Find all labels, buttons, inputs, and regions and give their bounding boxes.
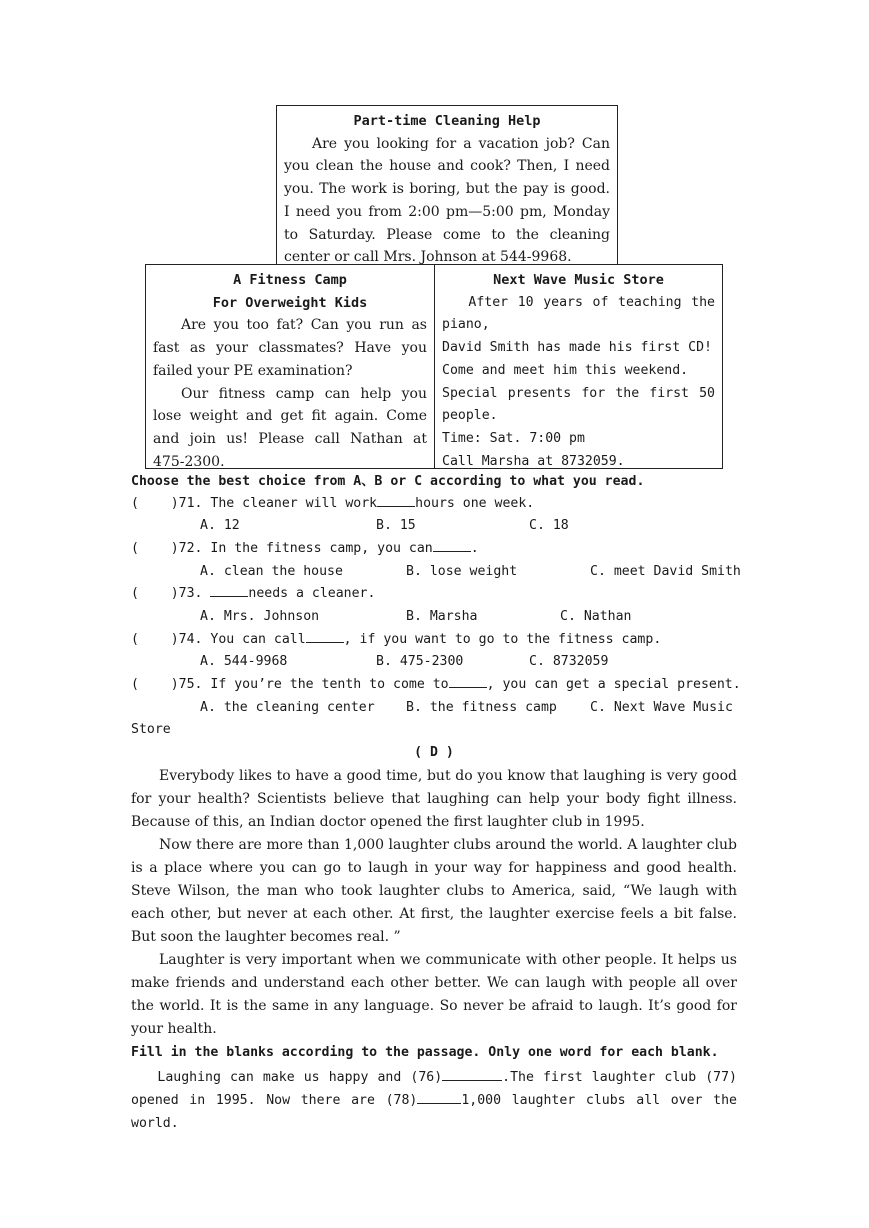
fill-78-tail: 1,000 laughter clubs all over the world.: [131, 1093, 737, 1131]
answer-blank-75[interactable]: [449, 675, 487, 688]
fill-78-text: opened in 1995. Now there are (78): [131, 1093, 418, 1108]
ad-fitness-subtitle: For Overweight Kids: [212, 294, 368, 311]
ad-music-line-5: Time: Sat. 7:00 pm: [442, 430, 585, 446]
ad-music-store: [434, 264, 723, 469]
question-71-text: ( )71. The cleaner will work: [131, 496, 378, 511]
question-75: [131, 675, 741, 695]
answer-blank-78[interactable]: [417, 1091, 461, 1104]
passage-d-p3: Laughter is very important when we communicate with other people. It helps us make friends and understand each other better. We can laugh with people all over the world. It is the same in any language. So never be afraid to laugh. It’s good for your health.: [131, 952, 737, 1037]
section-c-instruction: Choose the best choice from A、B or C according to what you read.: [131, 474, 645, 489]
option-75-c-wrap: Store: [131, 722, 171, 737]
option-72-b: B. lose weight: [406, 564, 518, 579]
option-71-c: C. 18: [529, 518, 569, 533]
question-71-tail: hours one week.: [415, 496, 535, 511]
question-73: [131, 584, 375, 604]
fill-76-text: Laughing can make us happy and (76): [157, 1070, 443, 1085]
answer-blank-71[interactable]: [377, 494, 415, 507]
option-75-b: B. the fitness camp: [406, 700, 557, 715]
option-73-a: A. Mrs. Johnson: [200, 609, 320, 624]
answer-blank-74[interactable]: [306, 630, 344, 643]
ad-music-title: Next Wave Music Store: [493, 272, 664, 288]
option-75-c: C. Next Wave Music: [590, 700, 733, 715]
question-72-tail: .: [470, 541, 479, 556]
option-72-a: A. clean the house: [200, 564, 343, 579]
question-72: [131, 539, 479, 559]
ad-fitness-p1: Are you too fat? Can you run as fast as your classmates? Have you failed your PE examination?: [153, 317, 427, 379]
question-74: [131, 630, 661, 650]
passage-d-p1: Everybody likes to have a good time, but do you know that laughing is very good for your health? Scientists believe that laughing can help your body fight illness. Because of this, an Indian doctor opened the first laughter club in 1995.: [131, 768, 737, 830]
fill-in-text: [131, 1066, 737, 1135]
question-74-text: ( )74. You can call: [131, 632, 306, 647]
ad-music-line-2: David Smith has made his first CD!: [442, 340, 712, 356]
ad-music-line-1: After 10 years of teaching the piano,: [442, 294, 715, 333]
option-71-a: A. 12: [200, 518, 240, 533]
question-71: [131, 494, 534, 514]
ad-fitness-title: A Fitness Camp: [233, 272, 347, 288]
answer-blank-76[interactable]: [442, 1068, 502, 1081]
option-74-a: A. 544-9968: [200, 654, 288, 669]
option-72-c: C. meet David Smith: [590, 564, 741, 579]
question-75-text: ( )75. If you’re the tenth to come to: [131, 677, 449, 692]
option-74-b: B. 475-2300: [376, 654, 464, 669]
ad-fitness-camp: [145, 264, 435, 469]
question-74-tail: , if you want to go to the fitness camp.: [343, 632, 662, 647]
option-71-b: B. 15: [376, 518, 416, 533]
answer-blank-72[interactable]: [433, 539, 471, 552]
passage-d: [131, 765, 737, 1041]
option-75-a: A. the cleaning center: [200, 700, 375, 715]
answer-blank-73[interactable]: [210, 584, 248, 597]
question-73-tail: needs a cleaner.: [248, 586, 376, 601]
question-75-tail: , you can get a special present.: [486, 677, 741, 692]
fill-in-passage: [131, 1066, 737, 1135]
option-73-b: B. Marsha: [406, 609, 478, 624]
fill-77-text: .The first laughter club (77): [502, 1070, 737, 1085]
option-74-c: C. 8732059: [529, 654, 609, 669]
ad-music-line-3: Come and meet him this weekend.: [442, 362, 689, 378]
ad-music-line-6: Call Marsha at 8732059.: [442, 453, 625, 469]
ad-cleaning-body: Are you looking for a vacation job? Can you clean the house and cook? Then, I need you. The work is boring, but the pay is good. I need you from 2:00 pm—5:00 pm, Monday to Saturday. Please come to the cleaning center or call Mrs. Johnson at 544-9968.: [284, 135, 610, 266]
ad-fitness-p2: Our fitness camp can help you lose weight and get fit again. Come and join us! Please call Nathan at 475-2300.: [153, 385, 427, 470]
ad-music-line-4: Special presents for the first 50 people.: [442, 385, 715, 424]
ad-cleaning-help: [276, 105, 618, 265]
section-d-instruction: Fill in the blanks according to the passage. Only one word for each blank.: [131, 1045, 719, 1060]
question-72-text: ( )72. In the fitness camp, you can: [131, 541, 433, 556]
question-73-text: ( )73.: [131, 586, 211, 601]
section-d-heading: ( D ): [414, 745, 454, 760]
option-73-c: C. Nathan: [560, 609, 632, 624]
passage-d-p2: Now there are more than 1,000 laughter clubs around the world. A laughter club is a place where you can go to laugh in your way for happiness and good health. Steve Wilson, the man who took laughter clubs to America, said, “We laugh with each other, but never at each other. At first, the laughter exercise feels a bit false. But soon the laughter becomes real. ”: [131, 837, 737, 945]
ad-cleaning-title: Part-time Cleaning Help: [353, 113, 541, 129]
